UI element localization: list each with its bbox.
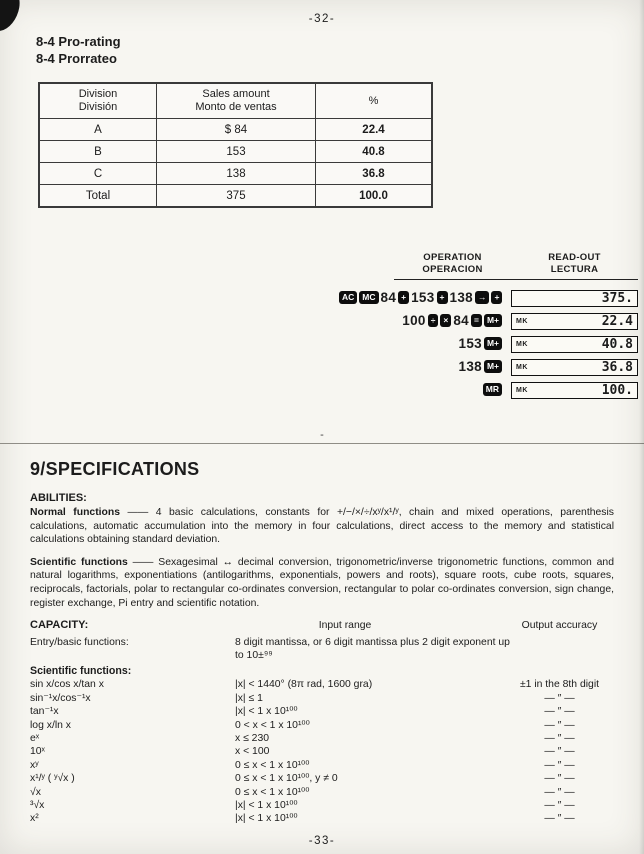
spec-row: [30, 799, 614, 812]
prorating-title-en: 8-4 Pro-rating: [36, 34, 121, 49]
operation-panel: [338, 252, 638, 399]
operation-row: [338, 289, 638, 307]
entry-basic-value-line2: to 10±⁹⁹: [235, 649, 273, 661]
table-row: [39, 163, 432, 185]
output-accuracy-header: Output accuracy: [521, 620, 598, 632]
readout-box: [511, 382, 638, 399]
spec-fn: x¹/ʸ ( ʸ√x ): [30, 773, 75, 785]
memory-indicator: MK: [516, 340, 528, 348]
spec-row: [30, 719, 614, 732]
readout-box: [511, 336, 638, 353]
spec-accuracy: — ″ —: [544, 786, 575, 798]
calc-key-ac: AC: [339, 291, 357, 305]
calc-number: 84: [453, 313, 469, 328]
spec-fn: xʸ: [30, 759, 39, 771]
readout-box: [511, 313, 638, 330]
calc-number: 84: [380, 290, 397, 305]
page-number-top: -32-: [308, 13, 336, 25]
spec-fn: ³√x: [30, 800, 45, 812]
spec-range: x ≤ 230: [235, 733, 270, 744]
spec-range: 0 ≤ x < 1 x 10¹⁰⁰: [235, 759, 310, 771]
readout-value: 22.4: [601, 313, 633, 329]
entry-basic-row-cont: [30, 649, 614, 662]
operation-rows: [338, 289, 638, 399]
table-row: [39, 119, 432, 141]
readout-box: [511, 290, 638, 307]
calc-number: 153: [411, 290, 435, 305]
specifications-title: 9/SPECIFICATIONS: [30, 459, 200, 479]
header-sales-amount: [157, 83, 316, 119]
operation-panel-header: [394, 252, 638, 280]
header-division: [39, 83, 157, 119]
table-row: [39, 141, 432, 163]
scientific-functions-label: Scientific functions:: [30, 665, 132, 678]
spec-row: [30, 745, 614, 758]
abilities-heading: ABILITIES:: [30, 492, 87, 504]
spec-row: [30, 812, 614, 825]
cell-sales: 375: [157, 185, 316, 208]
header-sales-es: Monto de ventas: [195, 101, 277, 113]
operation-column-header: [394, 252, 511, 276]
capacity-header-row: [30, 619, 614, 632]
specifications-section: [0, 443, 644, 826]
readout-header-en: READ-OUT: [548, 252, 601, 263]
readout-value: 40.8: [601, 336, 633, 352]
spec-accuracy: — ″ —: [544, 759, 575, 771]
scientific-functions-text: —— Sexagesimal ↔ decimal conversion, trigonometric/inverse trigonometric functions, common and natural logarithms, exponentiations (antilogarithms, exponentials, powers and roots), square roots, cube roots, squares, reciprocals, factorials, polar to rectangular co-ordinates conversion, rectangular to polar co-ordinates conversion, sign change, register exchange, Pi entry and scientific notation.: [30, 556, 614, 609]
cell-percent: 100.0: [316, 185, 433, 208]
spec-range: 0 ≤ x < 1 x 10¹⁰⁰, y ≠ 0: [235, 773, 338, 785]
calc-key-multiply: ×: [440, 314, 451, 328]
scan-stray-mark: -: [320, 429, 324, 441]
spec-row: [30, 759, 614, 772]
spec-fn: log x/ln x: [30, 719, 72, 731]
scientific-functions-paragraph: [30, 556, 614, 610]
cell-percent: 40.8: [316, 141, 433, 163]
operation-row: [338, 381, 638, 399]
cell-percent: 36.8: [316, 163, 433, 185]
memory-indicator: MK: [516, 363, 528, 371]
scientific-functions-lead: Scientific functions: [30, 556, 128, 568]
spec-accuracy: — ″ —: [544, 746, 575, 758]
spec-fn: x²: [30, 813, 39, 825]
spec-fn: sin x/cos x/tan x: [30, 679, 104, 691]
operation-row: [338, 358, 638, 376]
calc-key-arrow: →: [475, 291, 490, 305]
cell-division: B: [39, 141, 157, 163]
spec-range: |x| < 1 x 10¹⁰⁰: [235, 800, 298, 812]
spec-range: |x| < 1 x 10¹⁰⁰: [235, 706, 298, 718]
sales-table: [38, 82, 433, 208]
spec-accuracy: — ″ —: [544, 692, 575, 704]
calc-key-plus: +: [437, 291, 448, 305]
spec-range: 0 < x < 1 x 10¹⁰⁰: [235, 719, 310, 731]
header-sales-en: Sales amount: [202, 88, 270, 100]
spec-row: [30, 705, 614, 718]
calc-key-mplus: M+: [484, 314, 502, 328]
operation-header-es: OPERACION: [422, 264, 483, 275]
spec-range: 0 ≤ x < 1 x 10¹⁰⁰: [235, 786, 310, 798]
calc-key-mr: MR: [483, 383, 502, 397]
input-range-header: Input range: [318, 620, 372, 632]
header-percent: %: [316, 83, 433, 119]
calc-key-mplus: M+: [484, 360, 502, 374]
cell-division: Total: [39, 185, 157, 208]
normal-functions-text: —— 4 basic calculations, constants for +/−/×/÷/xʸ/x¹/ʸ, chain and mixed operations, parenthesis calculations, automatic accumulation into the memory in four calculations, direct access to the memory and statistical calculations obtaining standard deviation.: [30, 507, 614, 546]
spec-fn: eˣ: [30, 733, 40, 744]
readout-value: 36.8: [601, 359, 633, 375]
cell-division: A: [39, 119, 157, 141]
normal-functions-paragraph: [30, 506, 614, 547]
spec-fn: sin⁻¹x/cos⁻¹x: [30, 692, 91, 704]
readout-header-es: LECTURA: [550, 264, 599, 275]
normal-functions-lead: Normal functions: [30, 507, 121, 518]
spec-range: |x| ≤ 1: [235, 692, 263, 704]
cell-sales: $ 84: [157, 119, 316, 141]
key-sequence: [338, 335, 511, 353]
calc-key-equals: =: [471, 314, 482, 328]
calc-number: 138: [458, 359, 482, 374]
key-sequence: [338, 312, 511, 330]
calc-key-mplus: M+: [484, 337, 502, 351]
operation-row: [338, 335, 638, 353]
memory-indicator: MK: [516, 317, 528, 325]
header-division-en: Division: [78, 88, 118, 100]
spec-row: [30, 786, 614, 799]
operation-row: [338, 312, 638, 330]
calc-number: 100: [402, 313, 426, 328]
cell-sales: 138: [157, 163, 316, 185]
calc-key-divide: ÷: [428, 314, 439, 328]
spec-row: [30, 678, 614, 691]
readout-column-header: [511, 252, 638, 276]
operation-header-en: OPERATION: [423, 252, 482, 263]
cell-division: C: [39, 163, 157, 185]
entry-basic-label: Entry/basic functions:: [30, 636, 129, 648]
key-sequence: [338, 289, 511, 307]
scan-edge-artifact: [639, 0, 644, 854]
table-row-total: [39, 185, 432, 208]
spec-accuracy: — ″ —: [544, 813, 575, 825]
entry-basic-label-spacer: [30, 649, 235, 662]
calc-key-plus: +: [491, 291, 502, 305]
calc-number: 153: [458, 336, 482, 351]
readout-box: [511, 359, 638, 376]
key-sequence: [338, 381, 511, 399]
calc-key-mc: MC: [359, 291, 378, 305]
memory-indicator: MK: [516, 386, 528, 394]
spec-range: x < 100: [235, 746, 270, 758]
calc-key-plus: +: [398, 291, 409, 305]
spec-accuracy: ±1 in the 8th digit: [519, 679, 600, 691]
sales-table-header: [39, 83, 432, 119]
spec-row: [30, 772, 614, 785]
spec-accuracy: — ″ —: [544, 719, 575, 731]
spec-row: [30, 732, 614, 745]
spec-fn: 10ˣ: [30, 746, 45, 758]
entry-basic-row: [30, 636, 614, 649]
spec-accuracy: — ″ —: [544, 733, 575, 744]
spec-accuracy: — ″ —: [544, 800, 575, 812]
capacity-heading: CAPACITY:: [30, 619, 89, 632]
cell-percent: 22.4: [316, 119, 433, 141]
key-sequence: [338, 358, 511, 376]
prorating-heading: [36, 33, 644, 67]
spec-range: |x| < 1 x 10¹⁰⁰: [235, 813, 298, 825]
header-division-es: División: [78, 101, 118, 113]
readout-value: 100.: [601, 382, 633, 398]
prorating-title-es: 8-4 Prorrateo: [36, 51, 117, 66]
spec-range: |x| < 1440° (8π rad, 1600 gra): [235, 679, 373, 691]
spec-fn: √x: [30, 786, 41, 798]
cell-sales: 153: [157, 141, 316, 163]
spec-row: [30, 692, 614, 705]
calc-number: 138: [449, 290, 473, 305]
entry-basic-value-line1: 8 digit mantissa, or 6 digit mantissa plus 2 digit exponent up: [235, 636, 510, 648]
spec-fn: tan⁻¹x: [30, 706, 59, 718]
spec-accuracy: — ″ —: [544, 773, 575, 785]
readout-value: 375.: [601, 290, 633, 306]
page-number-bottom: -33-: [308, 835, 336, 847]
spec-accuracy: — ″ —: [544, 706, 575, 718]
